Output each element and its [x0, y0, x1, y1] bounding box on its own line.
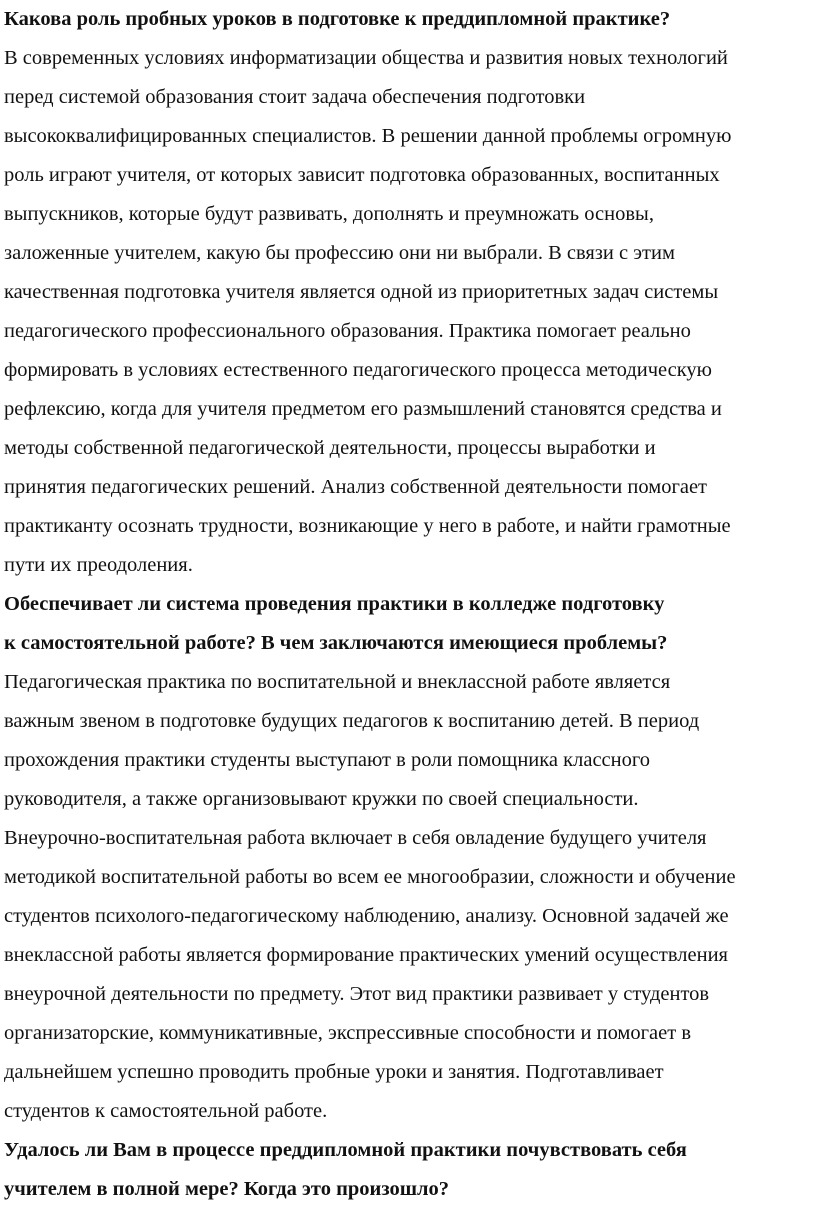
- paragraph-1-line: В современных условиях информатизации общества и развития новых технологий: [4, 47, 728, 69]
- paragraph-2-line: студентов психолого-педагогическому наблюдению, анализу. Основной задачей же: [4, 905, 729, 927]
- question-heading-2: к самостоятельной работе? В чем заключаются имеющиеся проблемы?: [4, 632, 668, 654]
- question-heading-3: Удалось ли Вам в процессе преддипломной практики почувствовать себя: [4, 1139, 687, 1161]
- question-heading-2: Обеспечивает ли система проведения практики в колледже подготовку: [4, 593, 665, 615]
- paragraph-1-line: качественная подготовка учителя является одной из приоритетных задач системы: [4, 281, 719, 303]
- paragraph-1-line: выпускников, которые будут развивать, дополнять и преумножать основы,: [4, 203, 654, 225]
- paragraph-2-line: дальнейшем успешно проводить пробные уроки и занятия. Подготавливает: [4, 1061, 664, 1083]
- paragraph-2-line: организаторские, коммуникативные, экспрессивные способности и помогает в: [4, 1022, 692, 1044]
- paragraph-1-line: рефлексию, когда для учителя предметом его размышлений становятся средства и: [4, 398, 722, 420]
- paragraph-1-line: высококвалифицированных специалистов. В решении данной проблемы огромную: [4, 125, 732, 147]
- paragraph-2-line: важным звеном в подготовке будущих педагогов к воспитанию детей. В период: [4, 710, 700, 732]
- paragraph-1-line: формировать в условиях естественного педагогического процесса методическую: [4, 359, 712, 381]
- question-heading-3: учителем в полной мере? Когда это произошло?: [4, 1178, 450, 1200]
- paragraph-1-line: перед системой образования стоит задача обеспечения подготовки: [4, 86, 586, 108]
- paragraph-2-line: внеклассной работы является формирование практических умений осуществления: [4, 944, 728, 966]
- paragraph-2-line: Педагогическая практика по воспитательной и внеклассной работе является: [4, 671, 671, 693]
- document-page: [4, 0, 814, 1209]
- question-heading-1: Какова роль пробных уроков в подготовке к преддипломной практике?: [4, 8, 671, 30]
- paragraph-1-line: пути их преодоления.: [4, 554, 193, 576]
- paragraph-2-line: студентов к самостоятельной работе.: [4, 1100, 328, 1122]
- paragraph-1-line: заложенные учителем, какую бы профессию они ни выбрали. В связи с этим: [4, 242, 675, 264]
- paragraph-2-line: внеурочной деятельности по предмету. Этот вид практики развивает у студентов: [4, 983, 710, 1005]
- paragraph-1-line: педагогического профессионального образования. Практика помогает реально: [4, 320, 691, 342]
- paragraph-2-line: руководителя, а также организовывают кружки по своей специальности.: [4, 788, 639, 810]
- paragraph-1-line: принятия педагогических решений. Анализ собственной деятельности помогает: [4, 476, 708, 498]
- paragraph-2-line: методикой воспитательной работы во всем ее многообразии, сложности и обучение: [4, 866, 736, 888]
- paragraph-1-line: роль играют учителя, от которых зависит подготовка образованных, воспитанных: [4, 164, 720, 186]
- paragraph-1-line: практиканту осознать трудности, возникающие у него в работе, и найти грамотные: [4, 515, 731, 537]
- paragraph-2-line: Внеурочно-воспитательная работа включает в себя овладение будущего учителя: [4, 827, 707, 849]
- paragraph-2-line: прохождения практики студенты выступают в роли помощника классного: [4, 749, 651, 771]
- paragraph-1-line: методы собственной педагогической деятельности, процессы выработки и: [4, 437, 656, 459]
